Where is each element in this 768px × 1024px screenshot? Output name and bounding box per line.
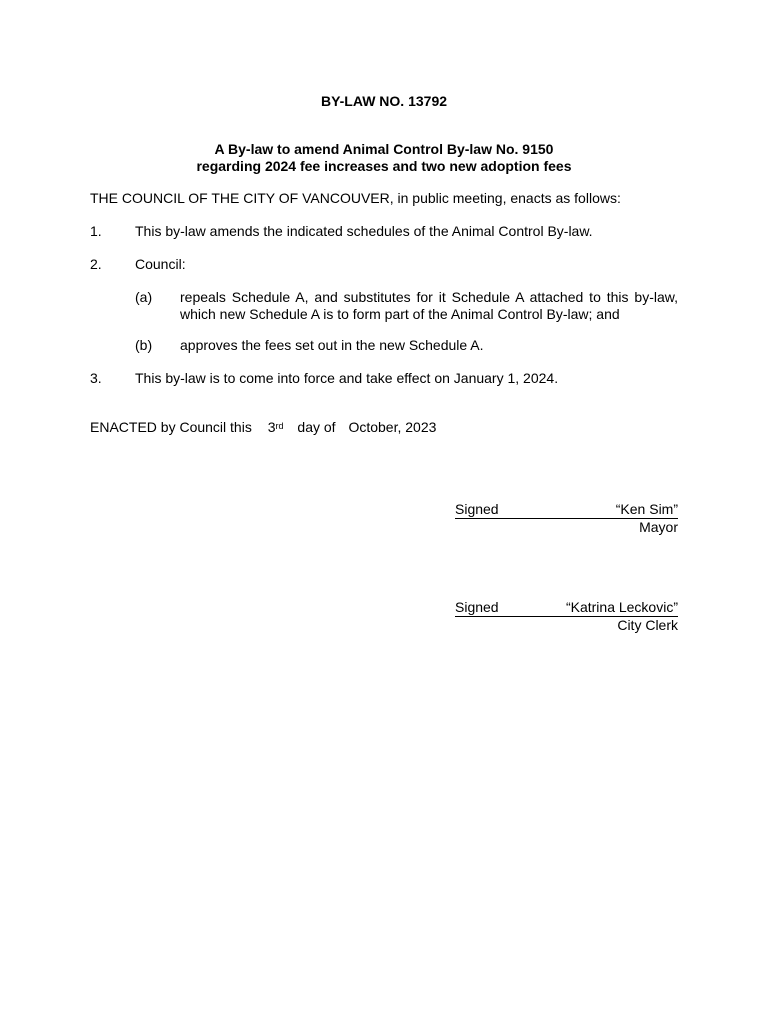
enacted-prefix: ENACTED by Council this bbox=[90, 419, 252, 435]
subsection-label-b: (b) bbox=[135, 337, 153, 353]
signature-block-mayor bbox=[455, 501, 678, 536]
enacted-day bbox=[268, 419, 284, 436]
enacted-day-number: 3 bbox=[267, 419, 276, 435]
section-number-1: 1. bbox=[90, 223, 102, 239]
subsection-label-a: (a) bbox=[135, 289, 153, 305]
bylaw-number: BY-LAW NO. 13792 bbox=[320, 93, 448, 109]
signature-block-clerk bbox=[455, 599, 678, 634]
bylaw-title bbox=[0, 141, 768, 175]
signatory-title: City Clerk bbox=[617, 617, 678, 633]
signature-line-mayor bbox=[455, 501, 678, 519]
section-text-3: This by-law is to come into force and take effect on January 1, 2024. bbox=[135, 370, 559, 386]
enacted-date: October, 2023 bbox=[348, 419, 437, 435]
section-text-1: This by-law amends the indicated schedules of the Animal Control By-law. bbox=[135, 223, 593, 239]
signed-label: Signed bbox=[455, 599, 499, 615]
subsection-text-a-line-2: which new Schedule A is to form part of the Animal Control By-law; and bbox=[180, 306, 620, 322]
bylaw-title-line-2: regarding 2024 fee increases and two new adoption fees bbox=[196, 158, 572, 174]
preamble: THE COUNCIL OF THE CITY OF VANCOUVER, in public meeting, enacts as follows: bbox=[90, 190, 621, 206]
signatory-title: Mayor bbox=[639, 519, 678, 535]
signed-label: Signed bbox=[455, 501, 499, 517]
enacted-middle: day of bbox=[297, 419, 336, 435]
signatory-name: “Katrina Leckovic” bbox=[565, 599, 678, 615]
bylaw-title-line-1: A By-law to amend Animal Control By-law No. 9150 bbox=[214, 141, 554, 157]
signatory-name: “Ken Sim” bbox=[615, 501, 678, 517]
subsection-text-a bbox=[180, 289, 678, 323]
subsection-text-a-line-1: repeals Schedule A, and substitutes for it Schedule A attached to this by-law, bbox=[180, 289, 678, 305]
section-number-2: 2. bbox=[90, 256, 102, 272]
signature-line-clerk bbox=[455, 599, 678, 617]
section-number-3: 3. bbox=[90, 370, 102, 386]
section-text-2: Council: bbox=[135, 256, 186, 272]
enacted-line bbox=[90, 419, 436, 436]
subsection-text-b: approves the fees set out in the new Schedule A. bbox=[180, 337, 484, 353]
enacted-day-suffix: rd bbox=[275, 421, 284, 431]
